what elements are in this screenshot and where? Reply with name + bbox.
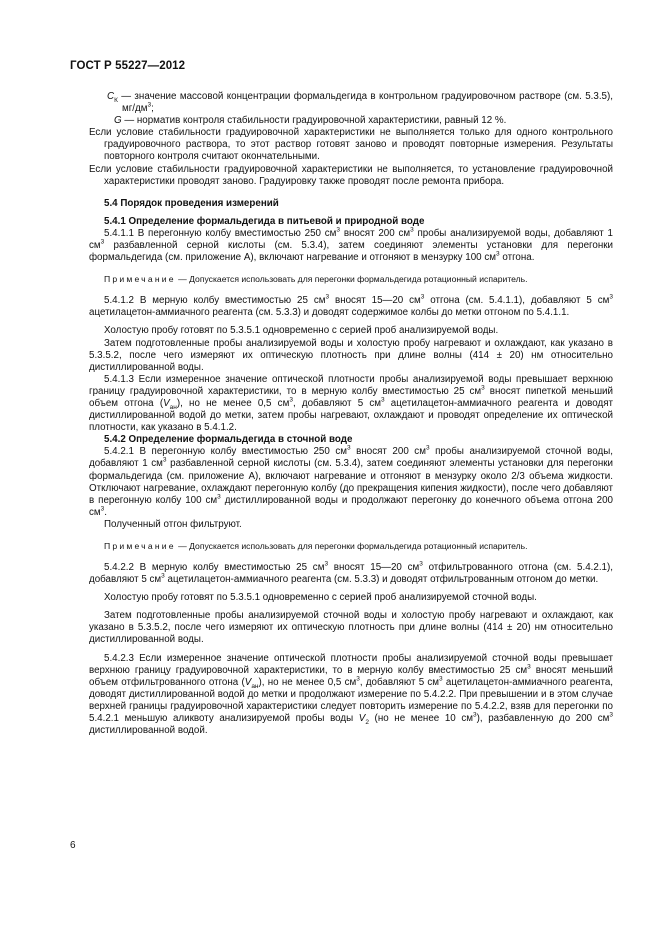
paragraph-5-4-1-1: 5.4.1.1 В перегонную колбу вместимостью 250 $см^3$ вносят 200 $см^3$ пробы анализируемой воды, добавляют 1 $см^3$ разбавленной серной кислоты (см. 5.3.4), затем соединяют элементы установки для перегонки формальдегида (см. приложение А), включают нагревание и отгоняют в мензурку 100 $см^3$ отгона. bbox=[89, 226, 613, 264]
definitions bbox=[89, 91, 613, 188]
paragraph-5-4-2-2: 5.4.2.2 В мерную колбу вместимостью 25 $см^3$ вносят 15—20 $см^3$ отфильтрованного отгона (см. 5.4.2.1), добавляют 5 $см^3$ ацетилацетон-аммиачного реагента (см. 5.3.3) и доводят отфильтрованным отгоном до метки. bbox=[89, 560, 613, 586]
paragraph-5-4-2-1: 5.4.2.1 В перегонную колбу вместимостью 250 $см^3$ вносят 200 $см^3$ пробы анализируемой сточной воды, добавляют 1 $см^3$ разбавленной серной кислоты (см. 5.3.4), затем соединяют элементы установки для перегонки формальдегида (см. приложение А), включают нагревание и отгоняют в мензурку около 2/3 объема жидкости. Отключают нагревание, охлаждают перегонную колбу (до прекращения кипения жидкости), после чего добавляют в перегонную колбу 100 $см^3$ дистиллированной воды и продолжают перегонку до конечного объема отгона 200 $см^3$. bbox=[89, 445, 613, 518]
page-header: ГОСТ Р 55227—2012 bbox=[70, 60, 186, 72]
paragraph: Если условие стабильности градуировочной характеристики не выполняется только для одного контрольного градуировочного раствора, то этот раствор готовят заново и проводят повторные измерения. Результаты повторного контроля считают окончательными. bbox=[89, 127, 613, 163]
definition-g: G — норматив контроля стабильности градуировочной характеристики, равный 12 %. bbox=[114, 115, 507, 127]
note: Примечание — Допускается использовать для перегонки формальдегида ротационный испаритель. bbox=[104, 541, 528, 551]
paragraph-5-4-1-2: 5.4.1.2 В мерную колбу вместимостью 25 $см^3$ вносят 15—20 $см^3$ отгона (см. 5.4.1.1), добавляют 5 $см^3$ ацетилацетон-аммиачного реагента (см. 5.3.3) и доводят содержимое колбы до метки отгоном по 5.4.1.1. bbox=[89, 293, 613, 319]
section-heading-5-4-1: 5.4.1 Определение формальдегида в питьевой и природной воде bbox=[104, 215, 425, 227]
page-body bbox=[89, 91, 613, 737]
definition-ck: $C_К$ — значение массовой концентрации формальдегида в контрольном градуировочном растворе (см. 5.3.5), $мг/дм^3$; bbox=[107, 91, 613, 115]
paragraph: Затем подготовленные пробы анализируемой сточной воды и холостую пробу нагревают и охлаждают, как указано в 5.3.5.2, после чего измеряют их оптическую плотность при длине волны (414 ± 20) нм относительно дистиллированной воды. bbox=[89, 610, 613, 646]
paragraph: Если условие стабильности градуировочной характеристики не выполняется, то установление градуировочной характеристики проводят заново. Градуировку также проводят после ремонта прибора. bbox=[89, 163, 613, 187]
paragraph: Холостую пробу готовят по 5.3.5.1 одновременно с серией проб анализируемой воды. bbox=[104, 325, 499, 337]
note: Примечание — Допускается использовать для перегонки формальдегида ротационный испаритель. bbox=[104, 274, 528, 285]
paragraph: Полученный отгон фильтруют. bbox=[104, 518, 242, 530]
section-heading-5-4-2: 5.4.2 Определение формальдегида в сточной воде bbox=[104, 434, 353, 446]
paragraph-5-4-2-3: 5.4.2.3 Если измеренное значение оптической плотности пробы анализируемой сточной воды превышает верхнюю границу градуировочной характеристики, то в мерную колбу вместимостью 25 $см^3$ вносят меньший объем отфильтрованного отгона $(V_{ан})$, но не менее 0,5 $см^3$, добавляют 5 $см^3$ ацетилацетон-аммиачного реагента, доводят дистиллированной водой до метки и продолжают измерение по 5.4.2.2. При превышении и в этом случае верхней границы градуировочной характеристики следует повторить измерение по 5.4.2.2, взяв для перегонки по 5.4.2.1 меньшую аликвоту анализируемой пробы воды $V_2$ (но не менее 10 $см^3$), разбавленную до 200 $см^3$ дистиллированной водой. bbox=[89, 652, 614, 737]
paragraph: Затем подготовленные пробы анализируемой воды и холостую пробу нагревают и охлаждают, как указано в 5.3.5.2, после чего измеряют их оптическую плотность при длине волны (414 ± 20) нм относительно дистиллированной воды. bbox=[89, 337, 613, 373]
paragraph: Холостую пробу готовят по 5.3.5.1 одновременно с серией проб анализируемой сточной воды. bbox=[104, 592, 537, 604]
page-number: 6 bbox=[70, 840, 76, 851]
section-heading-5-4: 5.4 Порядок проведения измерений bbox=[104, 197, 279, 209]
paragraph-5-4-1-3: 5.4.1.3 Если измеренное значение оптической плотности пробы анализируемой воды превышает верхнюю границу градуировочной характеристики, то в мерную колбу вместимостью 25 $см^3$ вносят пипеткой меньший объем отгона $(V_{ан})$, но не менее 0,5 $см^3$, добавляют 5 $см^3$ ацетилацетон-аммиачного реагента и доводят дистиллированной водой до метки, затем пробы нагревают, охлаждают и проводят определение их оптической плотности, как указано в 5.4.1.2. bbox=[89, 373, 614, 434]
